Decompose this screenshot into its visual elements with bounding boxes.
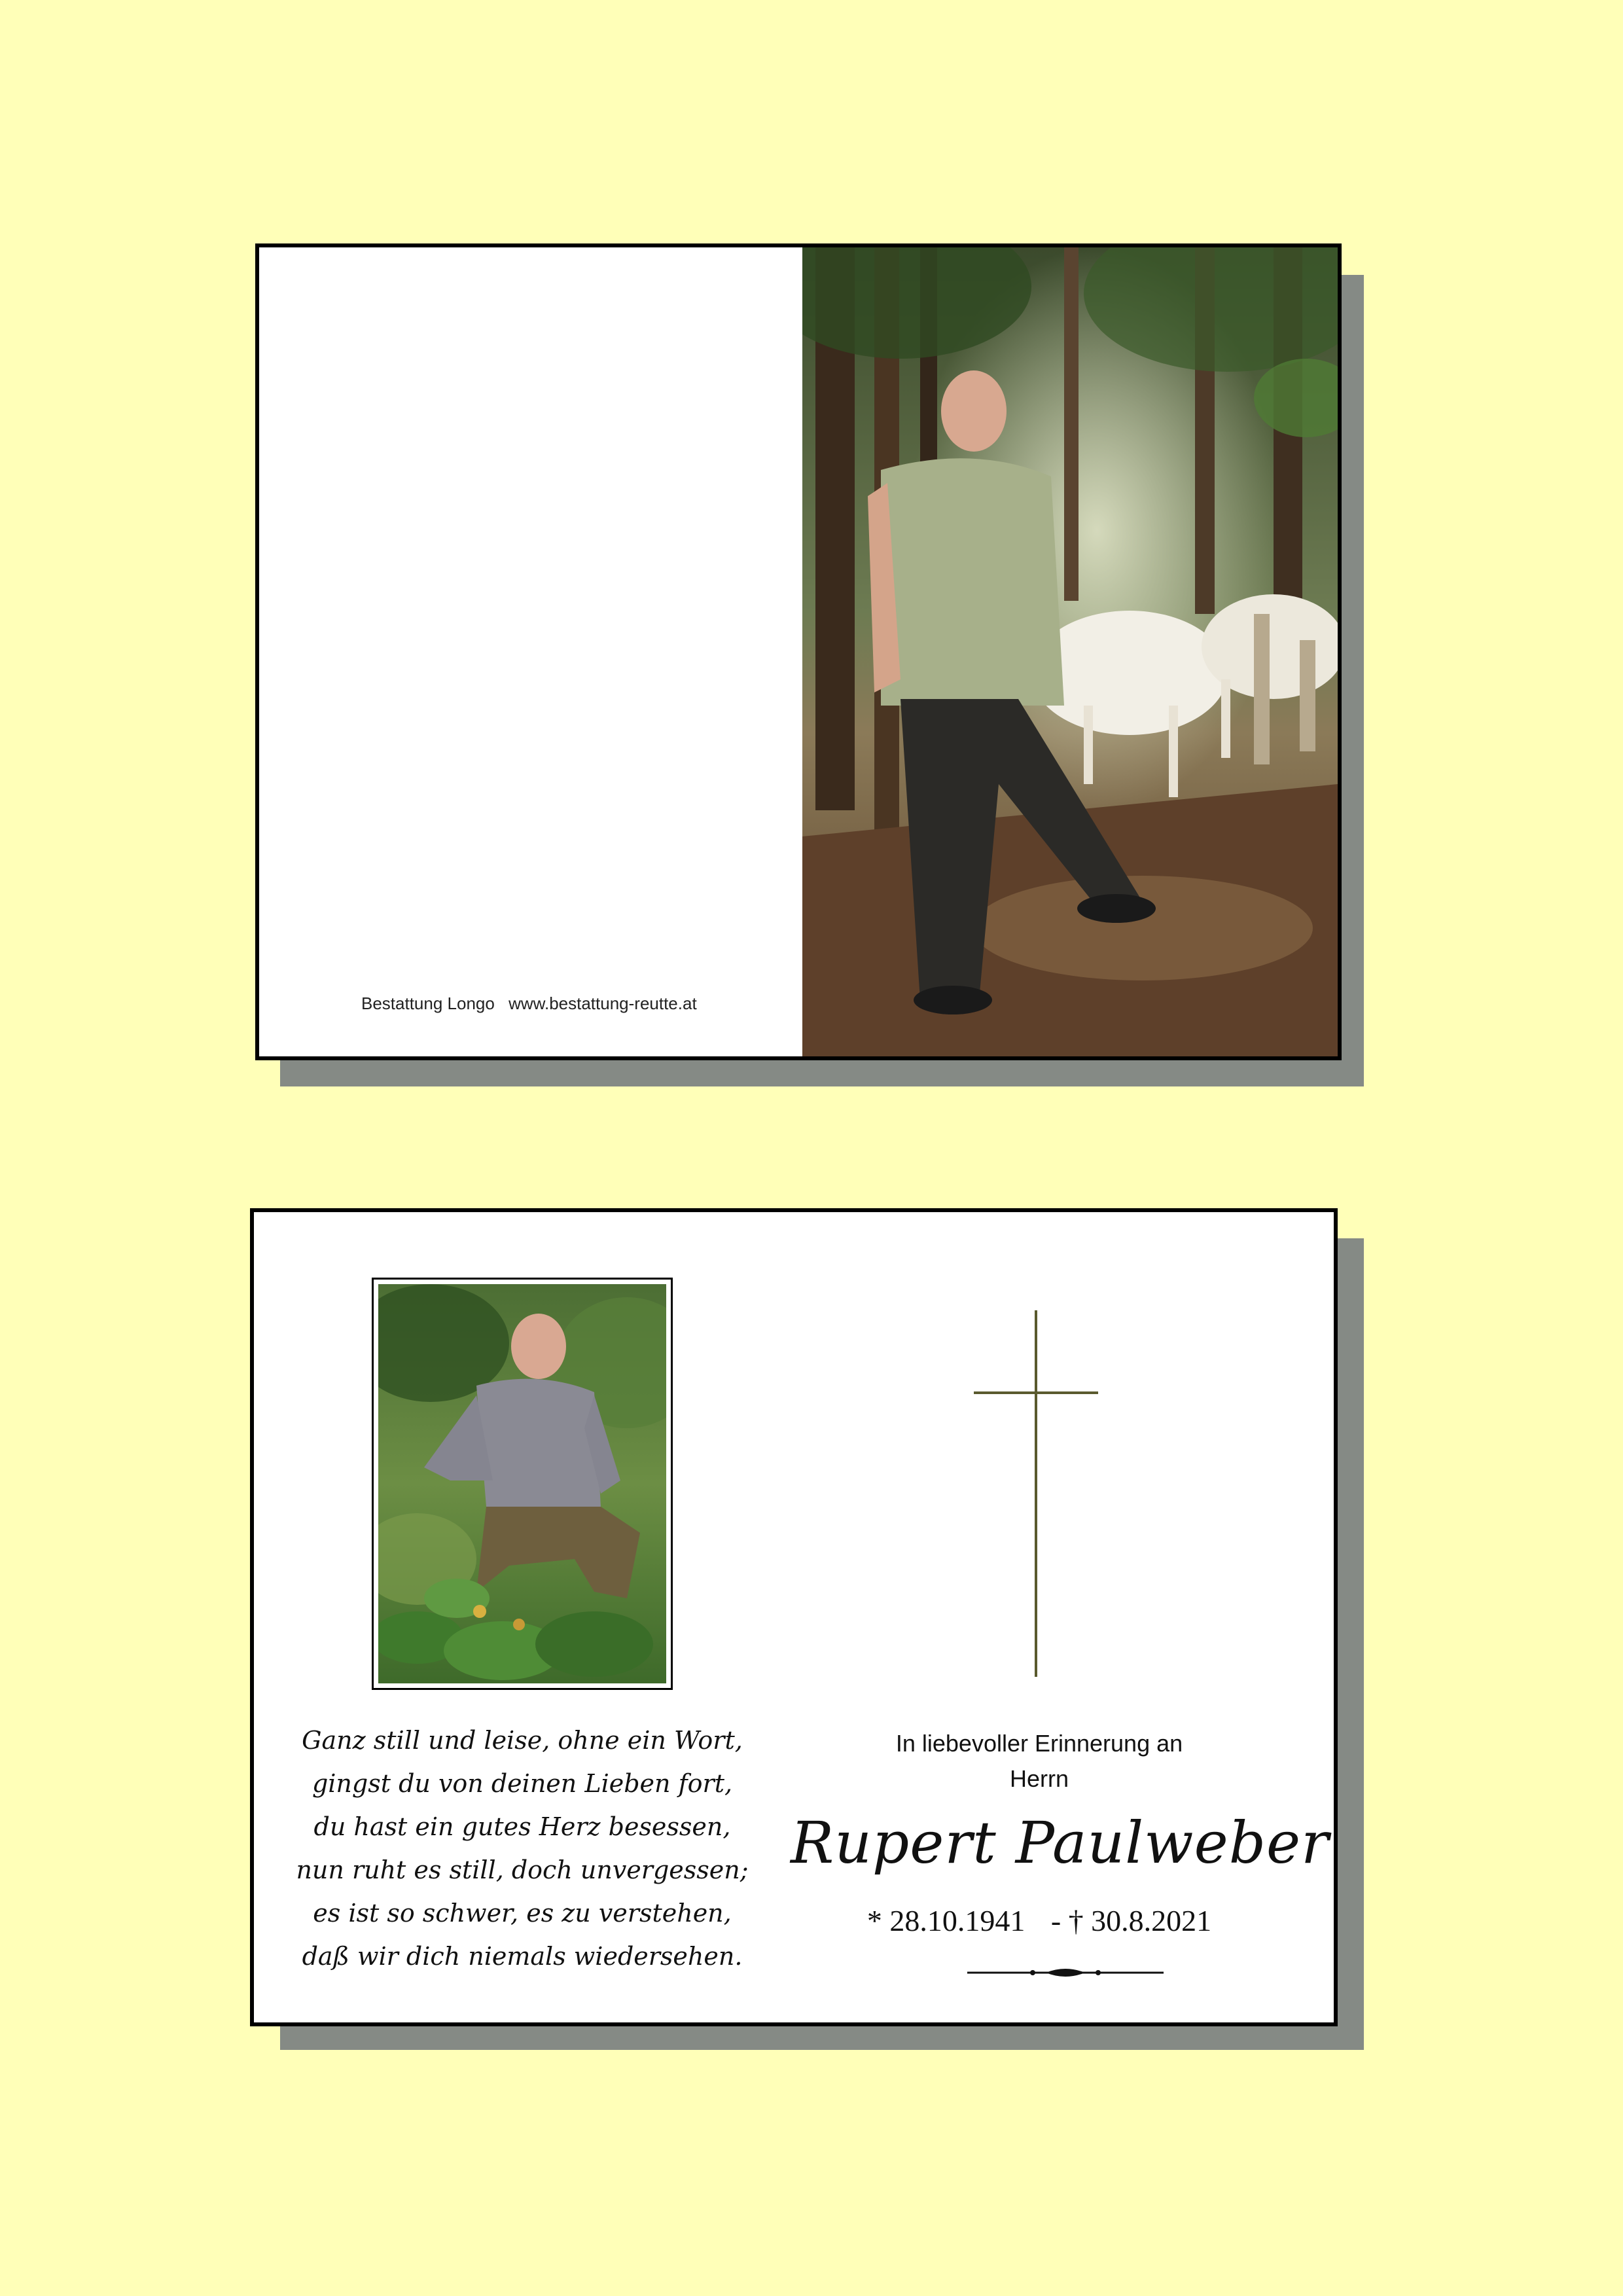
birth-date: * 28.10.1941: [866, 1904, 1026, 1937]
poem-line: daß wir dich niemals wiedersehen.: [302, 1942, 743, 1971]
death-date: - † 30.8.2021: [1050, 1904, 1212, 1937]
photo-man-with-sheep: [802, 247, 1338, 1056]
life-dates: [804, 1903, 1275, 1938]
poem-line: du hast ein gutes Herz besessen,: [313, 1812, 731, 1841]
cross-icon: [974, 1310, 1098, 1677]
parte-card-inner: [250, 1208, 1338, 2026]
memorial-heading: [830, 1726, 1249, 1797]
parte-card-outer: [255, 243, 1342, 1060]
portrait-photo: [378, 1284, 666, 1683]
portrait-frame: [372, 1278, 673, 1690]
memorial-line: In liebevoller Erinnerung an: [895, 1730, 1183, 1757]
poem-line: Ganz still und leise, ohne ein Wort,: [302, 1726, 743, 1755]
poem-line: gingst du von deinen Lieben fort,: [312, 1769, 733, 1798]
funeral-home-website: www.bestattung-reutte.at: [508, 994, 697, 1013]
ornament-divider: [967, 1965, 1164, 1981]
poem-line: es ist so schwer, es zu verstehen,: [313, 1899, 732, 1928]
memorial-poem: [293, 1719, 751, 1978]
funeral-home-name: Bestattung Longo: [361, 994, 495, 1013]
memorial-title: Herrn: [1009, 1765, 1069, 1792]
deceased-name: Rupert Paulweber: [791, 1809, 1330, 1876]
card-blank-panel: [259, 247, 802, 1056]
poem-line: nun ruht es still, doch unvergessen;: [296, 1856, 749, 1884]
funeral-home-footer: [361, 994, 697, 1014]
